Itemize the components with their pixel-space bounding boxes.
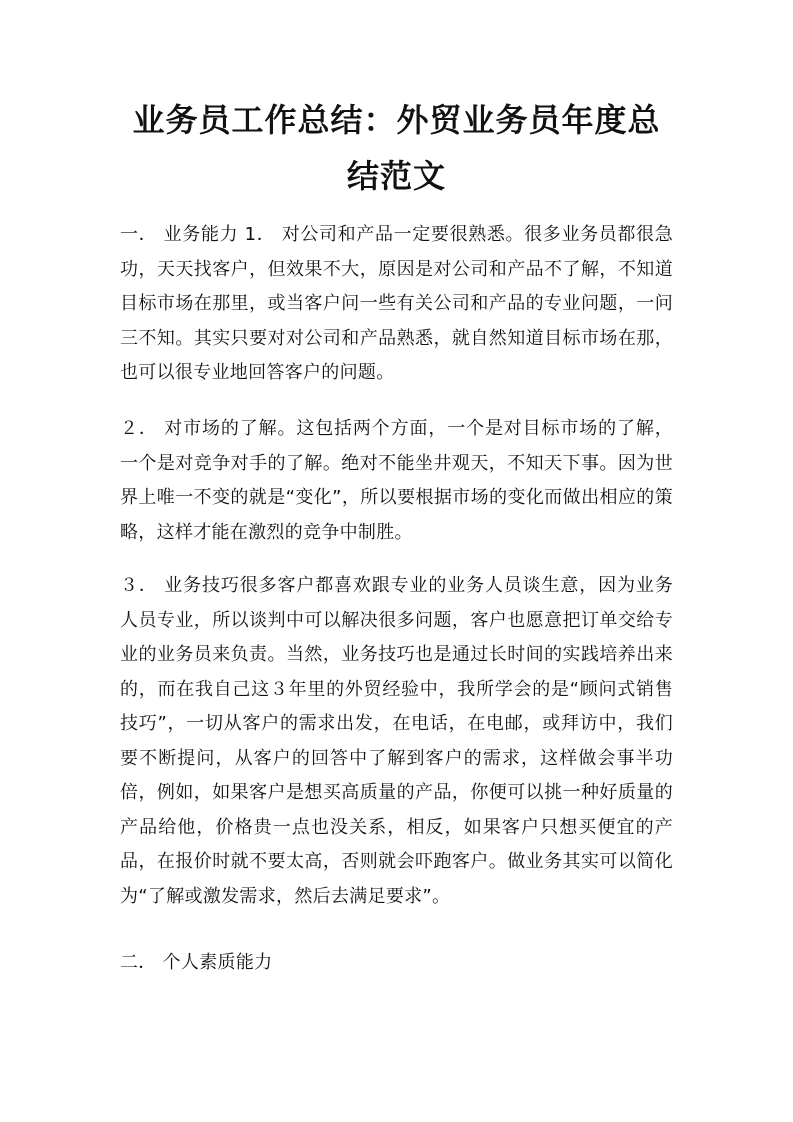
paragraph-business-ability-1: 一． 业务能力 1． 对公司和产品一定要很熟悉。很多业务员都很急功，天天找客户，但效果不大，原因是对公司和产品不了解，不知道目标市场在那里，或当客户问一些有关公司和产品的专业问题，一问三不知。其实只要对对公司和产品熟悉，就自然知道目标市场在那，也可以很专业地回答客户的问题。 <box>120 224 673 383</box>
document-title: 业务员工作总结：外贸业务员年度总结范文 <box>132 101 661 195</box>
section-heading-personal-quality: 二． 个人素质能力 <box>120 952 273 973</box>
paragraph-business-skills: ３． 业务技巧很多客户都喜欢跟专业的业务人员谈生意，因为业务人员专业，所以谈判中可以解决很多问题，客户也愿意把订单交给专业的业务员来负责。当然，业务技巧也是通过长时间的实践培养出来的，而在我自己这３年里的外贸经验中，我所学会的是“顾问式销售技巧”，一切从客户的需求出发，在电话，在电邮，或拜访中，我们要不断提问，从客户的回答中了解到客户的需求，这样做会事半功倍，例如，如果客户是想买高质量的产品，你便可以挑一种好质量的产品给他，价格贵一点也没关系，相反，如果客户只想买便宜的产品，在报价时就不要太高，否则就会吓跑客户。做业务其实可以简化为“了解或激发需求，然后去满足要求”。 <box>120 575 673 907</box>
paragraph-market-knowledge: ２． 对市场的了解。这包括两个方面，一个是对目标市场的了解，一个是对竞争对手的了解。绝对不能坐井观天，不知天下事。因为世界上唯一不变的就是“变化”，所以要根据市场的变化而做出相应的策略，这样才能在激烈的竞争中制胜。 <box>120 418 673 543</box>
